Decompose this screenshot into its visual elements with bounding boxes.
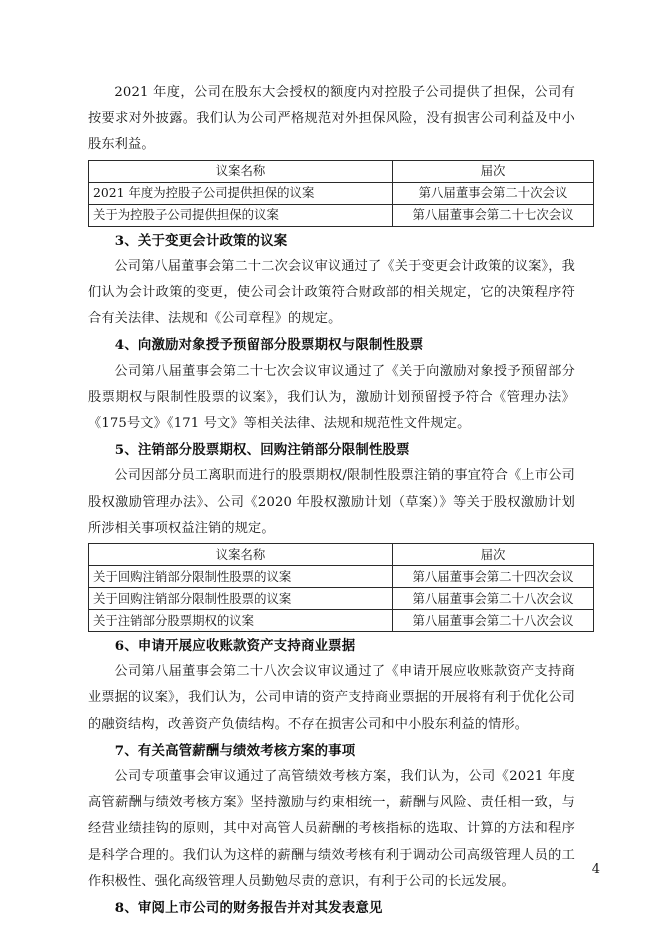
section-paragraph-7: 公司专项董事会审议通过了高管绩效考核方案，我们认为，公司《2021 年度高管薪酬与绩效考核方案》坚持激励与约束相统一，薪酬与风险、责任相一致，与经营业绩挂钩的原则，其中对高管人员薪酬的考核指标的选取、计算的方法和程序是科学合理的。我们认为这样的薪酬与绩效考核有利于调动公司高级管理人员的工作积极性、强化高级管理人员勤勉尽责的意识，有利于公司的长远发展。 [88, 769, 575, 889]
table-header-session: 届次 [393, 160, 594, 182]
section-paragraph-6: 公司第八届董事会第二十八次会议审议通过了《申请开展应收账款资产支持商业票据的议案》，我们认为，公司申请的资产支持商业票据的开展将有利于优化公司的融资结构，改善资产负债结构。不存在损害公司和中小股东利益的情形。 [88, 664, 575, 732]
table-header-row [89, 160, 594, 182]
section-heading-5: 5、注销部分股票期权、回购注销部分限制性股票 [114, 442, 410, 459]
agenda-table-cancellation [88, 543, 594, 632]
section-paragraph-4: 公司第八届董事会第二十七次会议审议通过了《关于向激励对象授予预留部分股票期权与限制性股票的议案》，我们认为，激励计划预留授予符合《管理办法》《175号文》《171 号文》等相关法律、法规和规范性文件规定。 [88, 363, 575, 432]
table-row [89, 588, 594, 610]
table-cell-agenda-name: 关于为控股子公司提供担保的议案 [89, 204, 393, 226]
page-content [88, 80, 575, 921]
table-cell-session: 第八届董事会第二十七次会议 [393, 204, 594, 226]
table-cell-agenda-name: 关于回购注销部分限制性股票的议案 [89, 566, 393, 588]
table-row [89, 610, 594, 632]
agenda-table-guarantee [88, 160, 594, 227]
section-heading-3: 3、关于变更会计政策的议案 [114, 232, 288, 249]
table-cell-agenda-name: 2021 年度为控股子公司提供担保的议案 [89, 182, 393, 204]
table-header-row [89, 544, 594, 566]
intro-paragraph: 2021 年度，公司在股东大会授权的额度内对控股子公司提供了担保，公司有按要求对外披露。我们认为公司严格规范对外担保风险，没有损害公司利益及中小股东利益。 [88, 85, 575, 153]
section-heading-6: 6、申请开展应收账款资产支持商业票据 [114, 638, 356, 655]
table-row [89, 182, 594, 204]
table-row [89, 204, 594, 226]
table-cell-agenda-name: 关于回购注销部分限制性股票的议案 [89, 588, 393, 610]
page-number: 4 [591, 862, 600, 877]
table-header-agenda-name: 议案名称 [89, 160, 393, 182]
table-header-agenda-name: 议案名称 [89, 544, 393, 566]
table-cell-session: 第八届董事会第二十八次会议 [393, 610, 594, 632]
table-header-session: 届次 [393, 544, 594, 566]
table-row [89, 566, 594, 588]
section-paragraph-3: 公司第八届董事会第二十二次会议审议通过了《关于变更会计政策的议案》，我们认为会计政策的变更，使公司会计政策符合财政部的相关规定，它的决策程序符合有关法律、法规和《公司章程》的规定。 [88, 258, 575, 327]
section-heading-8: 8、审阅上市公司的财务报告并对其发表意见 [114, 900, 383, 917]
table-cell-session: 第八届董事会第二十次会议 [393, 182, 594, 204]
table-cell-session: 第八届董事会第二十八次会议 [393, 588, 594, 610]
section-heading-4: 4、向激励对象授予预留部分股票期权与限制性股票 [114, 337, 424, 354]
table-cell-agenda-name: 关于注销部分股票期权的议案 [89, 610, 393, 632]
table-cell-session: 第八届董事会第二十四次会议 [393, 566, 594, 588]
section-heading-7: 7、有关高管薪酬与绩效考核方案的事项 [114, 742, 356, 759]
section-paragraph-5: 公司因部分员工离职而进行的股票期权/限制性股票注销的事宜符合《上市公司股权激励管理办法》、公司《2020 年股权激励计划（草案）》等关于股权激励计划所涉相关事项权益注销的规定。 [88, 468, 575, 536]
